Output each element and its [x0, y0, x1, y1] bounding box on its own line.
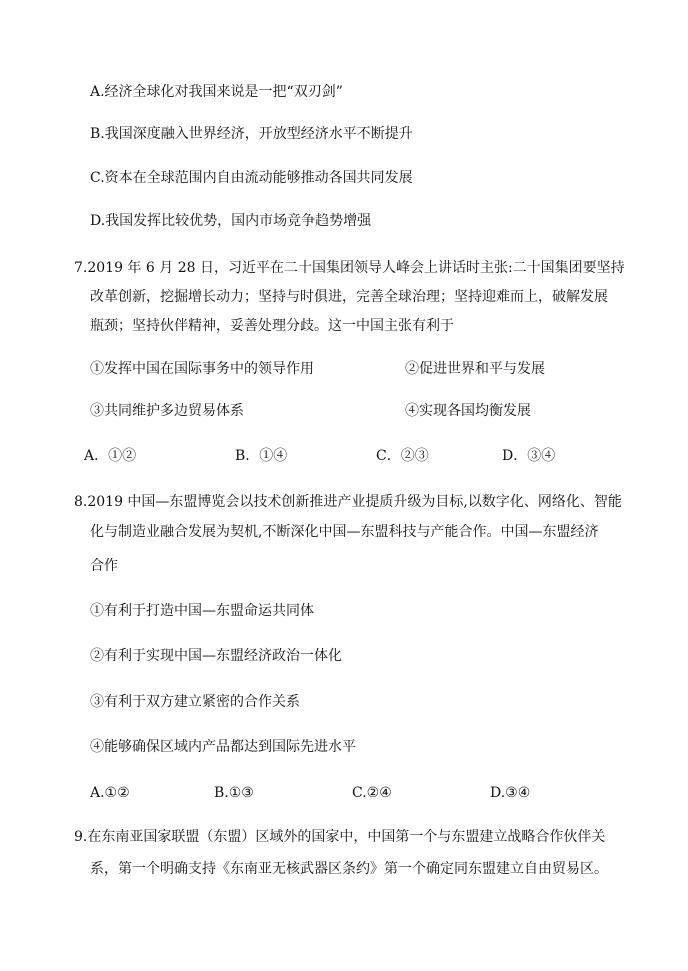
q8-choice-a: A.①②: [90, 785, 130, 801]
q8-choice-d: D.③④: [490, 785, 531, 801]
q6-option-d: D.我国发挥比较优势，国内市场竞争趋势增强: [90, 213, 372, 229]
q9-text-line-2: 系，第一个明确支持《东南亚无核武器区条约》第一个确定同东盟建立自由贸易区。: [90, 861, 608, 877]
q7-choice-b: B．①④: [235, 448, 288, 464]
q6-option-a: A.经济全球化对我国来说是一把“双刃剑”: [90, 84, 343, 100]
q8-statement-4: ④能够确保区域内产品都达到国际先进水平: [90, 739, 356, 755]
q7-choice-c: C．②③: [376, 448, 429, 464]
q8-text-line-2: 化与制造业融合发展为契机,不断深化中国—东盟科技与产能合作。中国—东盟经济: [90, 524, 599, 540]
q8-text-line-3: 合作: [90, 558, 118, 574]
q7-text-line-3: 瓶颈；坚持伙伴精神，妥善处理分歧。这一中国主张有利于: [90, 318, 454, 334]
q9-text-line-1: 9.在东南亚国家联盟（东盟）区域外的国家中，中国第一个与东盟建立战略合作伙伴关: [74, 829, 606, 845]
q8-statement-1: ①有利于打造中国—东盟命运共同体: [90, 603, 314, 619]
q7-choice-d: D．③④: [502, 448, 556, 464]
q7-statement-3: ③共同维护多边贸易体系: [90, 403, 244, 419]
q8-text-line-1: 8.2019 中国—东盟博览会以技术创新推进产业提质升级为目标,以数字化、网络化、智能: [74, 494, 622, 510]
q8-statement-3: ③有利于双方建立紧密的合作关系: [90, 694, 300, 710]
q7-text-line-1: 7.2019 年 6 月 28 日，习近平在二十国集团领导人峰会上讲话时主张:二十国集团要坚持: [74, 260, 625, 276]
q7-statement-1: ①发挥中国在国际事务中的领导作用: [90, 361, 314, 377]
q7-text-line-2: 改革创新，挖掘增长动力；坚持与时俱进，完善全球治理；坚持迎难而上，破解发展: [90, 289, 608, 305]
q6-option-b: B.我国深度融入世界经济，开放型经济水平不断提升: [90, 126, 413, 142]
q7-statement-4: ④实现各国均衡发展: [405, 403, 531, 419]
q8-choice-b: B.①③: [214, 785, 254, 801]
q8-choice-c: C.②④: [352, 785, 392, 801]
q8-statement-2: ②有利于实现中国—东盟经济政治一体化: [90, 648, 342, 664]
q7-choice-a: A．①②: [84, 448, 137, 464]
q7-statement-2: ②促进世界和平与发展: [405, 361, 545, 377]
q6-option-c: C.资本在全球范围内自由流动能够推动各国共同发展: [90, 170, 413, 186]
